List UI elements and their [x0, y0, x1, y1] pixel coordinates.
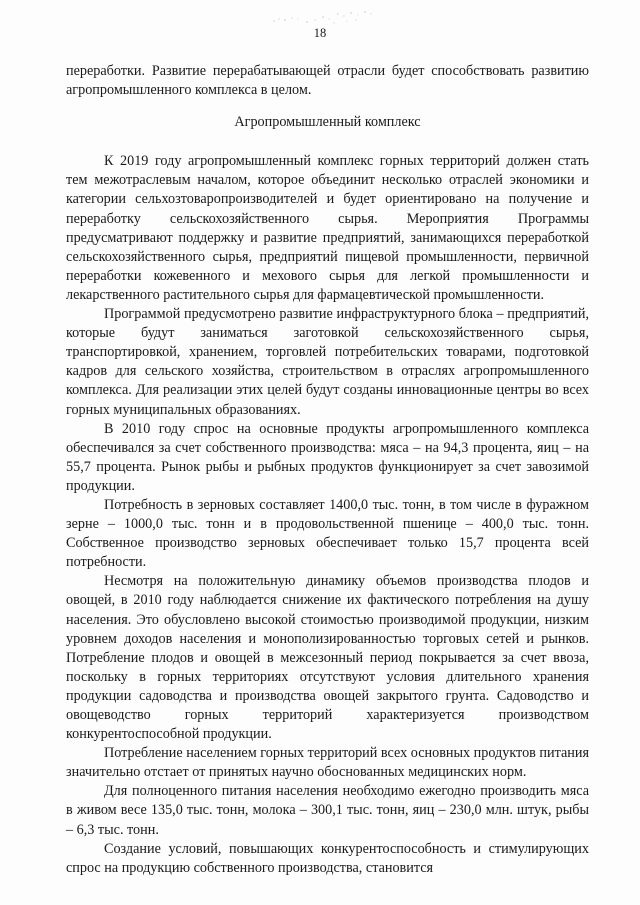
body-paragraph: Потребность в зерновых составляет 1400,0 тыс. тонн, в том числе в фуражном зерне – 1000,0 тыс. тонн и в продовольственной пшенице – 400,0 тыс. тонн. Собственное производство зерновых обеспечивает только 15,7 процента всей потребности. [66, 496, 589, 571]
body-paragraph: Несмотря на положительную динамику объемов производства плодов и овощей, в 2010 году наблюдается снижение их фактического потребления на душу населения. Это обусловлено высокой стоимостью производимой продукции, низким уровнем доходов населения и монополизированностью торговых сетей и рынков. Потребление плодов и овощей в межсезонный период покрывается за счет ввоза, поскольку в горных территориях отсутствуют условия длительного хранения продукции садоводства и производства овощей закрытого грунта. Садоводство и овощеводство горных территорий характеризуется производством конкурентоспособной продукции. [66, 573, 589, 743]
page-number: 18 [313, 26, 327, 40]
body-paragraph: Программой предусмотрено развитие инфраструктурного блока – предприятий, которые будут заниматься заготовкой сельскохозяйственного сырья, транспортировкой, хранением, торговлей потребительских товарами, подготовкой кадров для сельского хозяйства, строительством в отраслях агропромышленного комплекса. Для реализации этих целей будут созданы инновационные центры во всех горных муниципальных образованиях. [66, 306, 589, 418]
body-paragraph: Создание условий, повышающих конкурентоспособность и стимулирующих спрос на продукцию собственного производства, становится [66, 840, 589, 876]
section-heading: Агропромышленный комплекс [234, 114, 421, 131]
body-paragraph: Потребление населением горных территорий всех основных продуктов питания значительно отстает от принятых научно обоснованных медицинских норм. [66, 745, 589, 781]
body-paragraph: К 2019 году агропромышленный комплекс горных территорий должен стать тем межотраслевым началом, которое объединит несколько отраслей экономики и категории сельхозтоваропроизводителей и будет ориентировано на получение и переработку сельскохозяйственного сырья. Мероприятия Программы предусматривают поддержку и развитие предприятий, занимающихся переработкой сельскохозяйственного сырья, предприятий пищевой промышленности, первичной переработки кожевенного и мехового сырья для легкой промышленности и лекарственного растительного сырья для фармацевтической промышленности. [66, 153, 589, 303]
body-paragraph: Для полноценного питания населения необходимо ежегодно производить мяса в живом весе 135,0 тыс. тонн, молока – 300,1 тыс. тонн, яиц – 230,0 млн. штук, рыбы – 6,3 тыс. тонн. [66, 783, 589, 838]
intro-paragraph: переработки. Развитие перерабатывающей отрасли будет способствовать развитию агропромышленного комплекса в целом. [66, 63, 589, 99]
body-paragraph: В 2010 году спрос на основные продукты агропромышленного комплекса обеспечивался за счет собственного производства: мяса – на 94,3 процента, яиц – на 55,7 процента. Рынок рыбы и рыбных продуктов функционирует за счет завозимой продукции. [66, 420, 589, 494]
document-body [66, 62, 589, 878]
